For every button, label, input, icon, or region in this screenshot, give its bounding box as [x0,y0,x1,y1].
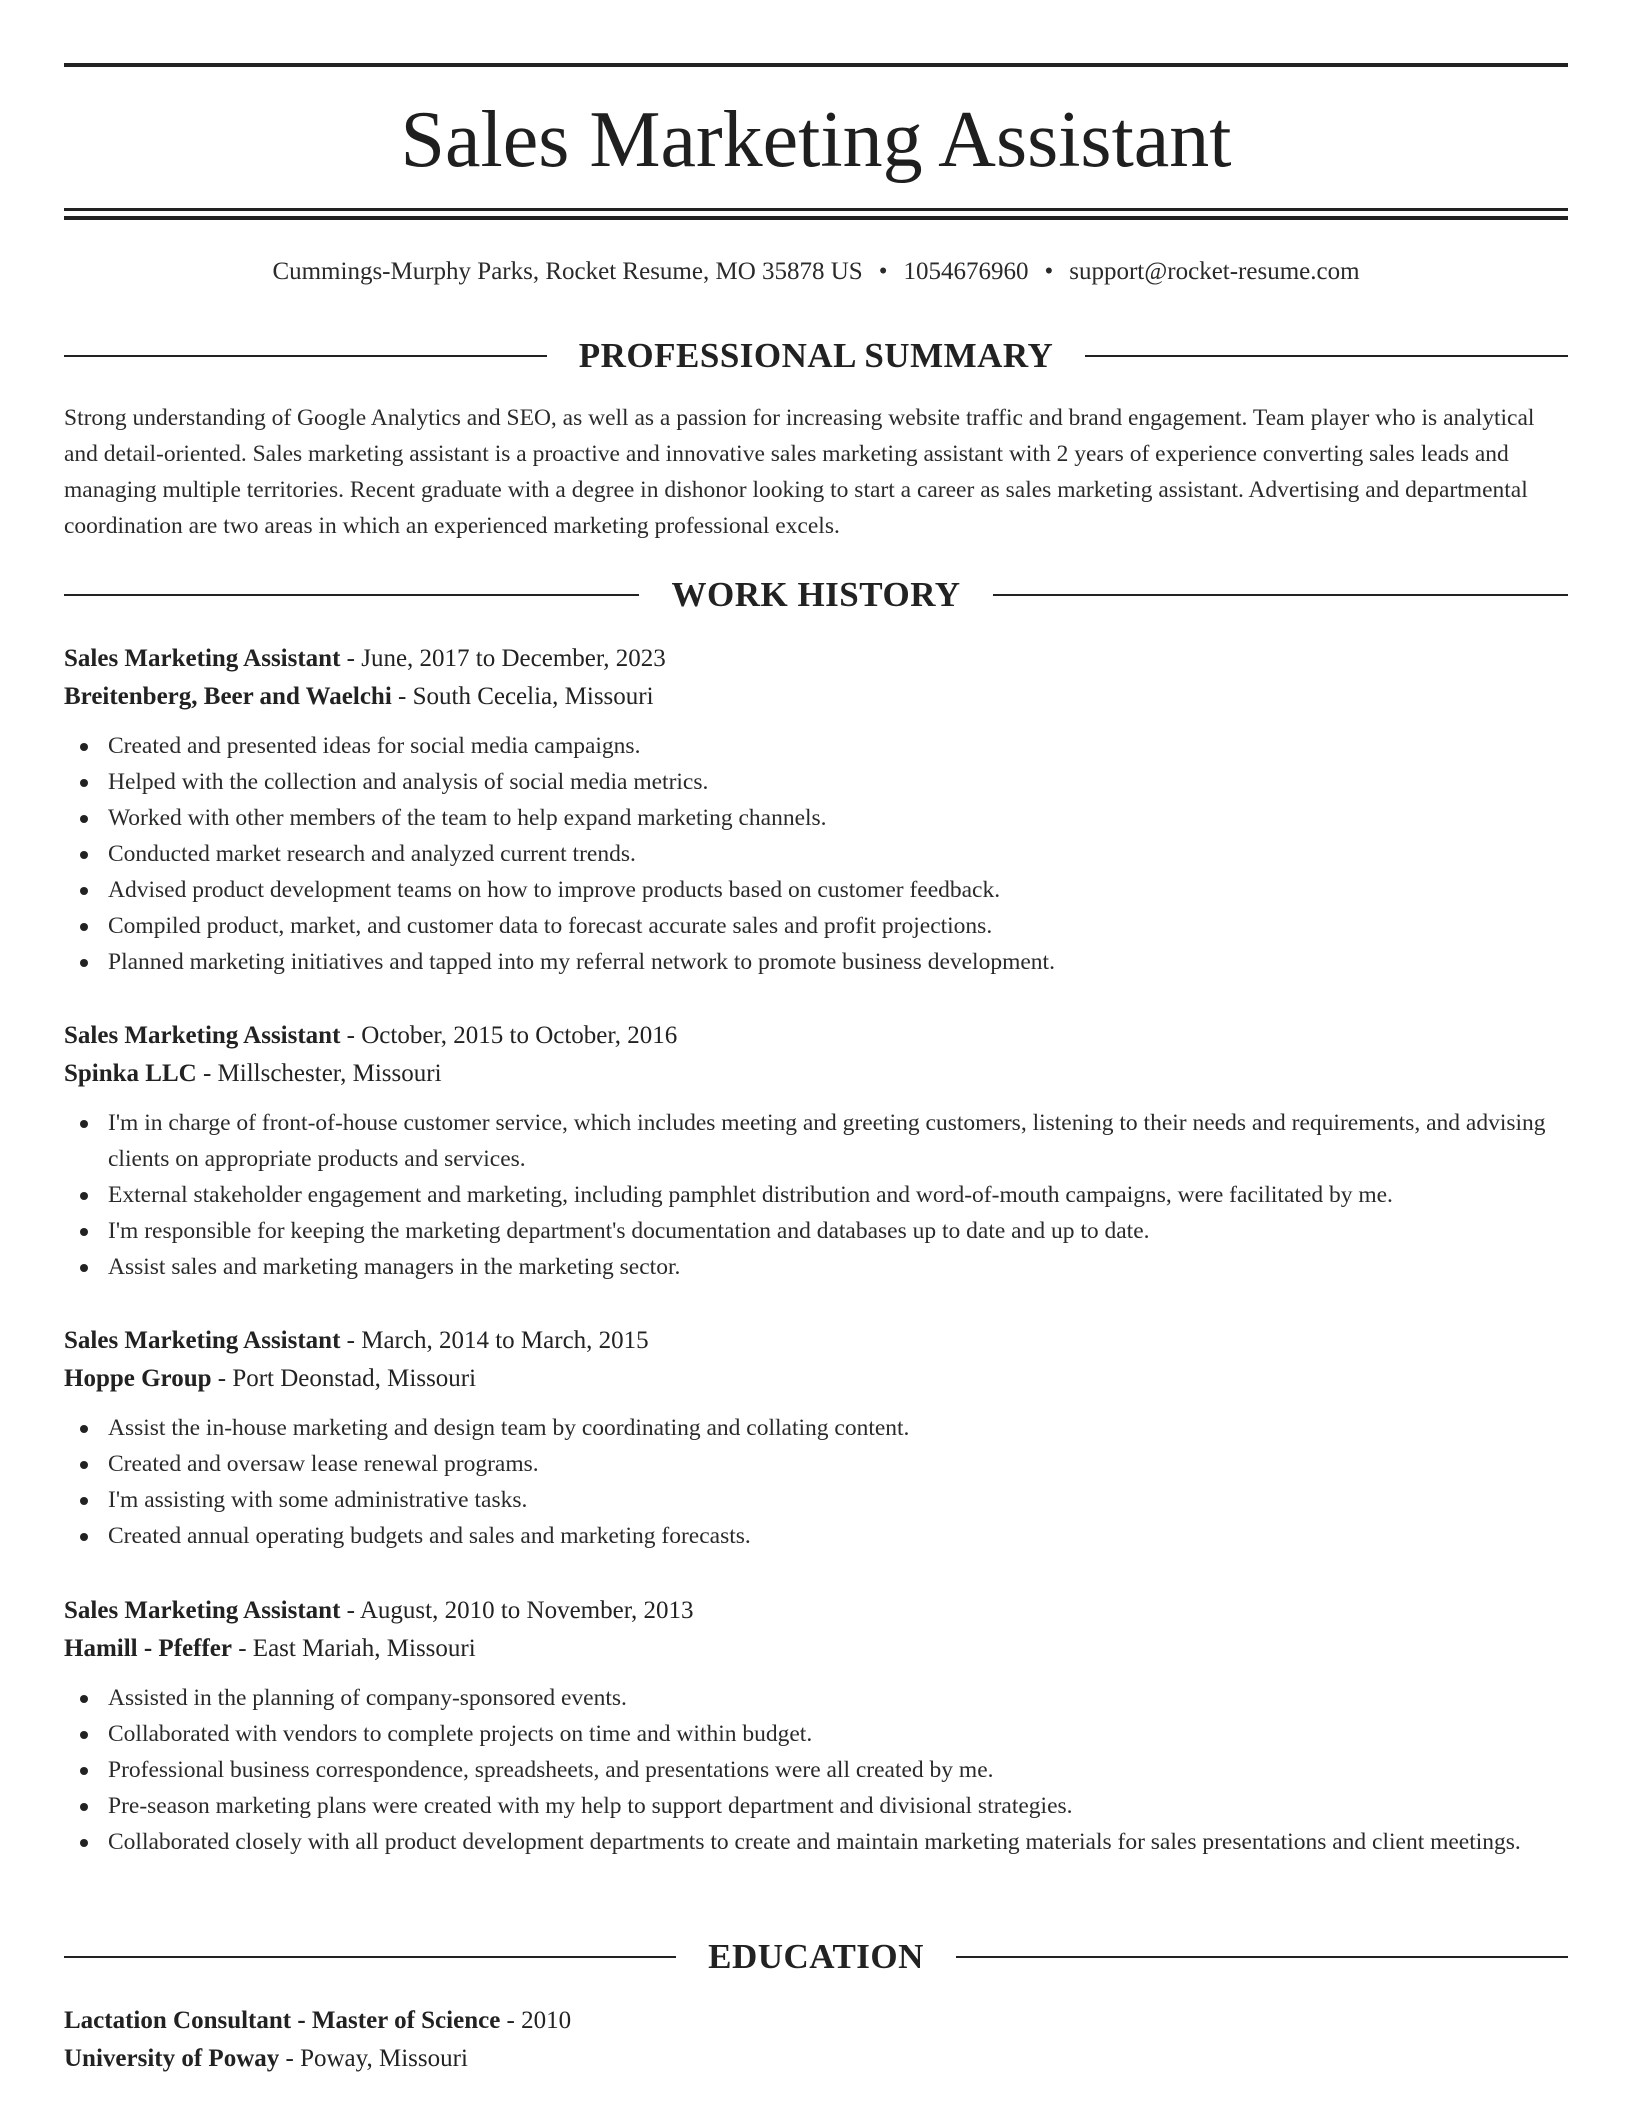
job-duty: I'm responsible for keeping the marketing department's documentation and databases up to date and up to date. [64,1213,1568,1249]
contact-address: Cummings-Murphy Parks, Rocket Resume, MO 35878 US [272,258,863,285]
job-role: Sales Marketing Assistant [64,1022,341,1049]
job-location: - East Mariah, Missouri [231,1635,476,1662]
job-duty: Collaborated closely with all product development departments to create and maintain marketing materials for sales presentations and client meetings. [64,1824,1568,1860]
job-location: - Port Deonstad, Missouri [211,1365,477,1392]
job-duty: Assist the in-house marketing and design team by coordinating and collating content. [64,1410,1568,1446]
heading-rule-left [64,1956,676,1958]
heading-rule-left [64,355,547,357]
job-company-line [64,678,1568,716]
contact-separator: • [878,258,888,285]
job-title-line [64,1017,1568,1055]
work-section-heading [64,573,1568,617]
job-dates: - August, 2010 to November, 2013 [340,1597,694,1624]
job-duty: Created and presented ideas for social media campaigns. [64,728,1568,764]
job-location: - South Cecelia, Missouri [391,683,654,710]
job-duty: External stakeholder engagement and marketing, including pamphlet distribution and word-of-mouth campaigns, were facilitated by me. [64,1177,1568,1213]
job-duties-list [64,1410,1568,1554]
header-top-rule [64,63,1568,67]
job-duty: Advised product development teams on how to improve products based on customer feedback. [64,872,1568,908]
job-duty: Helped with the collection and analysis of social media metrics. [64,764,1568,800]
education-degree: Lactation Consultant - Master of Science [64,2007,501,2034]
contact-line [64,255,1568,289]
job-title-line [64,1592,1568,1630]
heading-rule-right [993,594,1568,596]
job-entry [64,1322,1568,1554]
education-school-line [64,2040,1568,2078]
job-dates: - March, 2014 to March, 2015 [340,1327,649,1354]
contact-email: support@rocket-resume.com [1069,258,1360,285]
job-duty: I'm assisting with some administrative tasks. [64,1482,1568,1518]
education-section-heading [64,1935,1568,1979]
job-duty: I'm in charge of front-of-house customer service, which includes meeting and greeting customers, listening to their needs and requirements, and advising clients on appropriate products and services. [64,1105,1568,1177]
job-company-line [64,1055,1568,1093]
job-duties-list [64,1105,1568,1285]
job-duty: Assisted in the planning of company-sponsored events. [64,1680,1568,1716]
job-duty: Pre-season marketing plans were created with my help to support department and divisional strategies. [64,1788,1568,1824]
job-entry [64,1592,1568,1860]
job-duties-list [64,1680,1568,1860]
job-entry [64,640,1568,980]
contact-phone: 1054676960 [903,258,1029,285]
job-duty: Collaborated with vendors to complete projects on time and within budget. [64,1716,1568,1752]
work-heading-label: WORK HISTORY [671,575,961,614]
job-duty: Created annual operating budgets and sales and marketing forecasts. [64,1518,1568,1554]
job-dates: - October, 2015 to October, 2016 [340,1022,678,1049]
professional-summary-text: Strong understanding of Google Analytics and SEO, as well as a passion for increasing website traffic and brand engagement. Team player who is analytical and detail-oriented. Sales marketing assistant is a proactive and innovative sales marketing assistant with 2 years of experience converting sales leads and managing multiple territories. Recent graduate with a degree in dishonor looking to start a career as sales marketing assistant. Advertising and departmental coordination are two areas in which an experienced marketing professional excels. [64,405,1535,539]
job-duty: Compiled product, market, and customer data to forecast accurate sales and profit projections. [64,908,1568,944]
job-role: Sales Marketing Assistant [64,1597,341,1624]
heading-rule-right [956,1956,1568,1958]
job-entry [64,1017,1568,1285]
education-location: - Poway, Missouri [279,2045,468,2072]
job-duties-list [64,728,1568,980]
job-company: Spinka LLC [64,1060,197,1087]
education-entry [64,2002,1568,2078]
education-year: - 2010 [500,2007,572,2034]
job-duty: Assist sales and marketing managers in the marketing sector. [64,1249,1568,1285]
summary-section-heading [64,334,1568,378]
education-school: University of Poway [64,2045,280,2072]
job-company: Breitenberg, Beer and Waelchi [64,683,392,710]
heading-rule-left [64,594,639,596]
job-company: Hamill - Pfeffer [64,1635,232,1662]
contact-separator: • [1044,258,1054,285]
job-dates: - June, 2017 to December, 2023 [340,645,666,672]
header-double-rule-lower [64,216,1568,220]
header-double-rule-upper [64,208,1568,211]
job-role: Sales Marketing Assistant [64,1327,341,1354]
job-title-line [64,640,1568,678]
job-duty: Created and oversaw lease renewal programs. [64,1446,1568,1482]
education-degree-line [64,2002,1568,2040]
summary-heading-label: PROFESSIONAL SUMMARY [578,336,1054,375]
resume-title: Sales Marketing Assistant [400,96,1232,184]
heading-rule-right [1085,355,1568,357]
job-company-line [64,1360,1568,1398]
job-company: Hoppe Group [64,1365,212,1392]
job-title-line [64,1322,1568,1360]
education-heading-label: EDUCATION [708,1937,924,1976]
job-duty: Professional business correspondence, spreadsheets, and presentations were all created by me. [64,1752,1568,1788]
job-company-line [64,1630,1568,1668]
job-duty: Worked with other members of the team to help expand marketing channels. [64,800,1568,836]
job-duty: Conducted market research and analyzed current trends. [64,836,1568,872]
job-duty: Planned marketing initiatives and tapped into my referral network to promote business development. [64,944,1568,980]
job-location: - Millschester, Missouri [196,1060,442,1087]
job-role: Sales Marketing Assistant [64,645,341,672]
